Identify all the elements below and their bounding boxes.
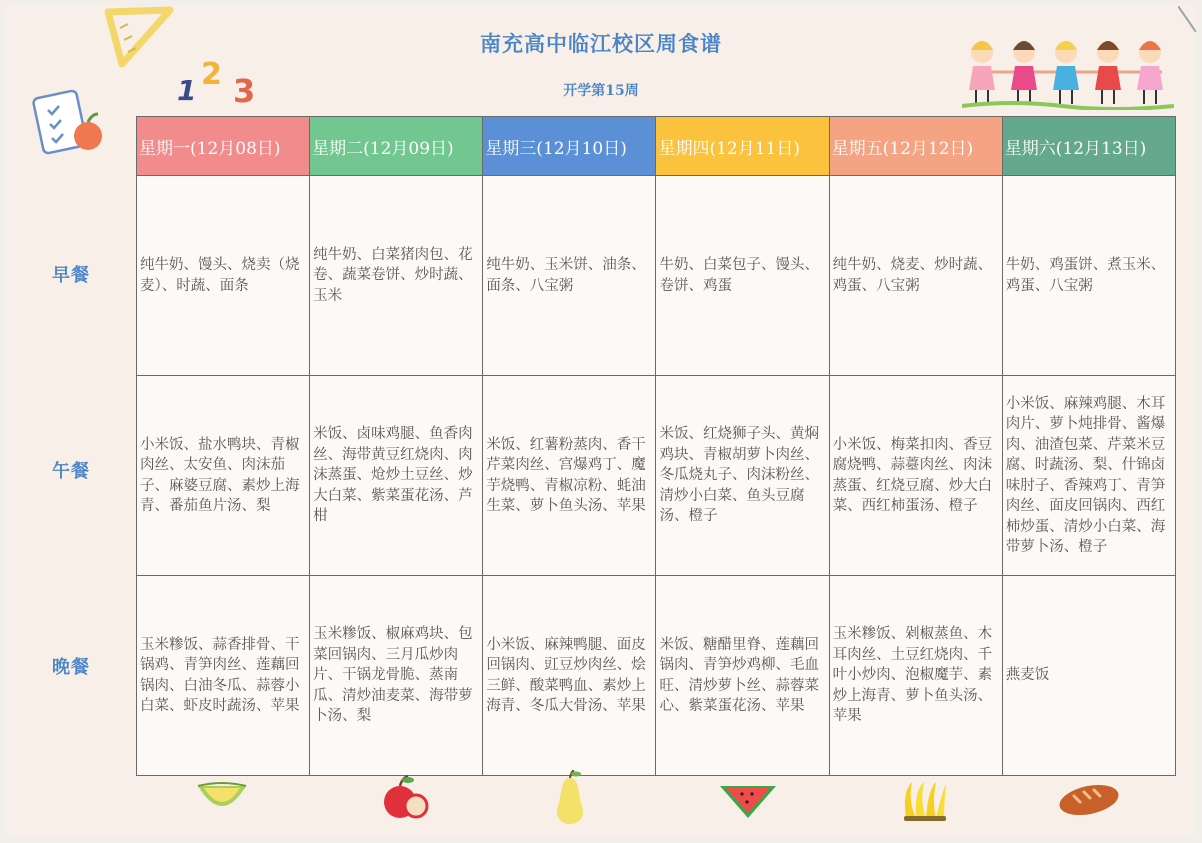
dinner-cell-tue: 玉米糁饭、椒麻鸡块、包菜回锅肉、三月瓜炒肉片、干锅龙骨脆、蒸南瓜、清炒油麦菜、海带萝卜汤、梨: [310, 576, 483, 776]
lunch-cell-fri: 小米饭、梅菜扣肉、香豆腐烧鸭、蒜薹肉丝、肉沫蒸蛋、红烧豆腐、炒大白菜、西红柿蛋汤、橙子: [829, 376, 1002, 576]
breakfast-cell-thu: 牛奶、白菜包子、馒头、卷饼、鸡蛋: [656, 176, 829, 376]
page-title: 南充高中临江校区周食谱: [480, 31, 722, 56]
dinner-cell-fri: 玉米糁饭、剁椒蒸鱼、木耳肉丝、土豆红烧肉、千叶小炒肉、泡椒魔芋、素炒上海青、萝卜鱼头汤、苹果: [829, 576, 1002, 776]
dinner-cell-thu: 米饭、糖醋里脊、莲藕回锅肉、青笋炒鸡柳、毛血旺、清炒萝卜丝、蒜蓉菜心、紫菜蛋花汤、苹果: [656, 576, 829, 776]
day-header-mon: 星期一(12月08日): [137, 117, 310, 176]
dinner-cell-wed: 小米饭、麻辣鸭腿、面皮回锅肉、豇豆炒肉丝、烩三鲜、酸菜鸭血、素炒上海青、冬瓜大骨汤、苹果: [483, 576, 656, 776]
lunch-cell-tue: 米饭、卤味鸡腿、鱼香肉丝、海带黄豆红烧肉、肉沫蒸蛋、炝炒土豆丝、炒大白菜、紫菜蛋花汤、芦柑: [310, 376, 483, 576]
meal-label-lunch: 午餐: [52, 461, 90, 482]
watermelon-slice-icon: [718, 782, 778, 822]
breakfast-cell-tue: 纯牛奶、白菜猪肉包、花卷、蔬菜卷饼、炒时蔬、玉米: [310, 176, 483, 376]
svg-text:2: 2: [201, 57, 222, 92]
breakfast-cell-fri: 纯牛奶、烧麦、炒时蔬、鸡蛋、八宝粥: [829, 176, 1002, 376]
lunch-cell-wed: 米饭、红薯粉蒸肉、香干芹菜肉丝、宫爆鸡丁、魔芋烧鸭、青椒凉粉、蚝油生菜、萝卜鱼头汤、苹果: [483, 376, 656, 576]
day-header-thu: 星期四(12月11日): [656, 117, 829, 176]
day-header-tue: 星期二(12月09日): [310, 117, 483, 176]
svg-text:3: 3: [233, 72, 256, 106]
lunch-cell-sat: 小米饭、麻辣鸡腿、木耳肉片、萝卜炖排骨、酱爆肉、油渣包菜、芹菜米豆腐、时蔬汤、梨、什锦卤味肘子、香辣鸡丁、青笋肉丝、面皮回锅肉、西红柿炒蛋、清炒小白菜、海带萝卜汤、橙子: [1002, 376, 1175, 576]
dinner-cell-sat: 燕麦饭: [1002, 576, 1175, 776]
apple-icon: [380, 770, 432, 824]
day-header-row: [137, 117, 1176, 176]
banana-bunch-icon: [896, 778, 952, 824]
lunch-cell-mon: 小米饭、盐水鸭块、青椒肉丝、太安鱼、肉沫茄子、麻婆豆腐、素炒上海青、番茄鱼片汤、梨: [137, 376, 310, 576]
day-header-wed: 星期三(12月10日): [483, 117, 656, 176]
svg-text:1: 1: [177, 74, 197, 106]
menu-page: [6, 6, 1196, 836]
breakfast-cell-mon: 纯牛奶、馒头、烧卖（烧麦）、时蔬、面条: [137, 176, 310, 376]
week-subtitle: 开学第15周: [563, 83, 639, 99]
melon-slice-icon: [194, 774, 250, 818]
corner-fold-icon: [1178, 6, 1196, 32]
lunch-cell-thu: 米饭、红烧狮子头、黄焖鸡块、青椒胡萝卜肉丝、冬瓜烧丸子、肉沫粉丝、清炒小白菜、鱼头豆腐汤、橙子: [656, 376, 829, 576]
breakfast-cell-sat: 牛奶、鸡蛋饼、煮玉米、鸡蛋、八宝粥: [1002, 176, 1175, 376]
day-header-sat: 星期六(12月13日): [1002, 117, 1175, 176]
day-header-fri: 星期五(12月12日): [829, 117, 1002, 176]
weekly-menu-table: [136, 116, 1176, 776]
dinner-cell-mon: 玉米糁饭、蒜香排骨、干锅鸡、青笋肉丝、莲藕回锅肉、白油冬瓜、蒜蓉小白菜、虾皮时蔬汤、苹果: [137, 576, 310, 776]
dinner-row: [137, 576, 1176, 776]
meal-label-dinner: 晚餐: [52, 657, 90, 678]
lunch-row: [137, 376, 1176, 576]
breakfast-row: [137, 176, 1176, 376]
breakfast-cell-wed: 纯牛奶、玉米饼、油条、面条、八宝粥: [483, 176, 656, 376]
pear-icon: [552, 770, 588, 826]
meal-label-breakfast: 早餐: [52, 265, 90, 286]
bread-loaf-icon: [1056, 782, 1122, 818]
